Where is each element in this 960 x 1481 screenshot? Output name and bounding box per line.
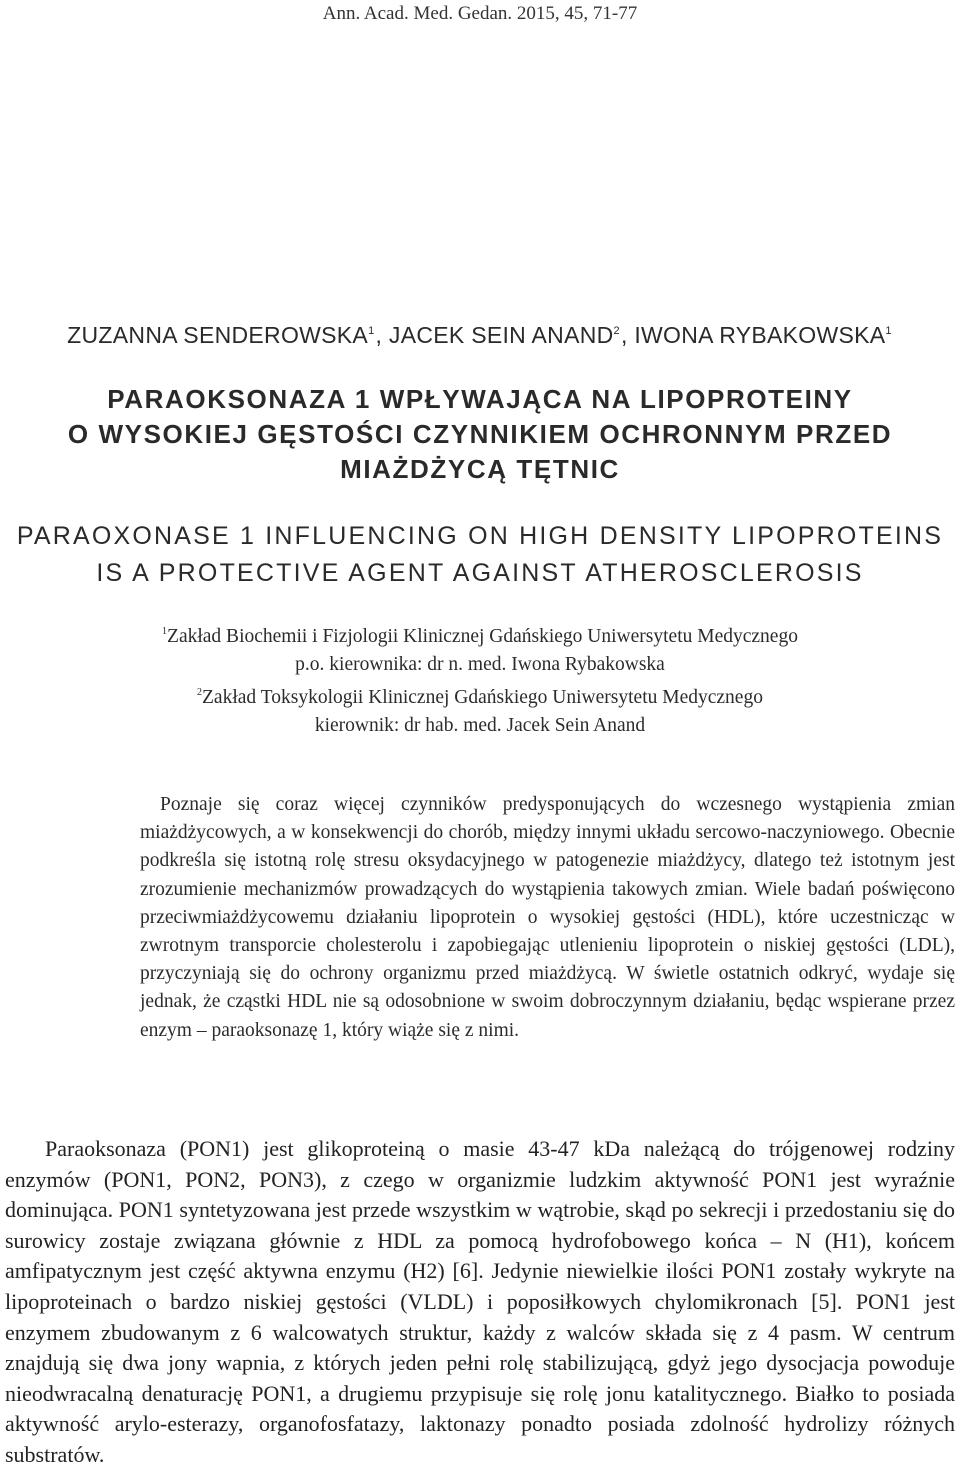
title-english-line: PARAOXONASE 1 INFLUENCING ON HIGH DENSITY LIPOPROTEINS xyxy=(16,522,944,550)
affiliations xyxy=(0,618,960,740)
title-english xyxy=(0,518,960,592)
affiliation-text: Zakład Toksykologii Klinicznej Gdańskiego Uniwersytetu Medycznego xyxy=(202,687,763,708)
author-affiliation-number: 2 xyxy=(613,325,620,337)
title-polish-line: PARAOKSONAZA 1 WPŁYWAJĄCA NA LIPOPROTEINY xyxy=(107,384,853,414)
title-polish xyxy=(0,382,960,487)
body-paragraph xyxy=(5,1134,955,1471)
affiliation-text: Zakład Biochemii i Fizjologii Klinicznej Gdańskiego Uniwersytetu Medycznego xyxy=(167,626,798,647)
affiliation-2 xyxy=(0,679,960,712)
author-list xyxy=(0,322,960,349)
author-affiliation-number: 1 xyxy=(885,325,892,337)
title-english-line: IS A PROTECTIVE AGENT AGAINST ATHEROSCLEROSIS xyxy=(96,559,864,587)
author-affiliation-number: 1 xyxy=(368,325,375,337)
affiliation-1 xyxy=(0,618,960,651)
author-separator: , xyxy=(620,322,635,348)
abstract xyxy=(140,791,955,1045)
journal-reference: Ann. Acad. Med. Gedan. 2015, 45, 71-77 xyxy=(322,3,638,24)
author-name: IWONA RYBAKOWSKA xyxy=(634,322,886,348)
author-separator: , xyxy=(375,322,389,348)
title-polish-line: O WYSOKIEJ GĘSTOŚCI CZYNNIKIEM OCHRONNYM PRZED xyxy=(67,419,893,449)
author-name: ZUZANNA SENDEROWSKA xyxy=(67,322,369,348)
author-name: JACEK SEIN ANAND xyxy=(388,322,614,348)
title-polish-line: MIAŻDŻYCĄ TĘTNIC xyxy=(340,454,620,484)
affiliation-1-head: p.o. kierownika: dr n. med. Iwona Rybakowska xyxy=(295,654,665,675)
affiliation-number: 1 xyxy=(162,626,168,637)
body-paragraph-text: Paraoksonaza (PON1) jest glikoproteiną o masie 43-47 kDa należącą do trójgenowej rodziny enzymów (PON1, PON2, PON3), z czego w organizmie ludzkim aktywność PON1 jest wyraźnie dominująca. PON1 syntetyzowana jest przede wszystkim w wątrobie, skąd po sekrecji i przedostaniu się do surowicy zostaje związana głównie z HDL za pomocą hydrofobowego końca – N (H1), końcem amfipatycznym jest część aktywna enzymu (H2) [6]. Jedynie niewielkie ilości PON1 zostały wykryte na lipoproteinach o bardzo niskiej gęstości (VLDL) i poposiłkowych chylomikronach [5]. PON1 jest enzymem zbudowanym z 6 walcowatych struktur, każdy z walców składa się z 4 pasm. W centrum znajdują się dwa jony wapnia, z których jeden pełni rolę stabilizującą, gdyż jego dysocjacja powoduje nieodwracalną denaturację PON1, a drugiemu przypisuje się rolę jonu katalitycznego. Białko to posiada aktywność arylo-esterazy, organofosfatazy, laktonazy ponadto posiada zdolność hydrolizy różnych substratów. xyxy=(5,1136,955,1467)
affiliation-number: 2 xyxy=(197,687,203,698)
affiliation-2-head: kierownik: dr hab. med. Jacek Sein Anand xyxy=(314,715,646,736)
abstract-text: Poznaje się coraz więcej czynników predysponujących do wczesnego wystąpienia zmian miażdżycowych, a w konsekwencji do chorób, między innymi układu sercowo-naczyniowego. Obecnie podkreśla się istotną rolę stresu oksydacyjnego w patogenezie miażdżycy, dlatego też istotnym jest zrozumienie mechanizmów prowadzących do wystąpienia takowych zmian. Wiele badań poświęcono przeciwmiażdżycowemu działaniu lipoprotein o wysokiej gęstości (HDL), które uczestnicząc w zwrotnym transporcie cholesterolu i zapobiegając utlenieniu lipoprotein o niskiej gęstości (LDL), przyczyniają się do ochrony organizmu przed miażdżycą. W świetle ostatnich odkryć, wydaje się jednak, że cząstki HDL nie są odosobnione w swoim dobroczynnym działaniu, będąc wspierane przez enzym – paraoksonazę 1, który wiąże się z nimi. xyxy=(140,794,955,1041)
